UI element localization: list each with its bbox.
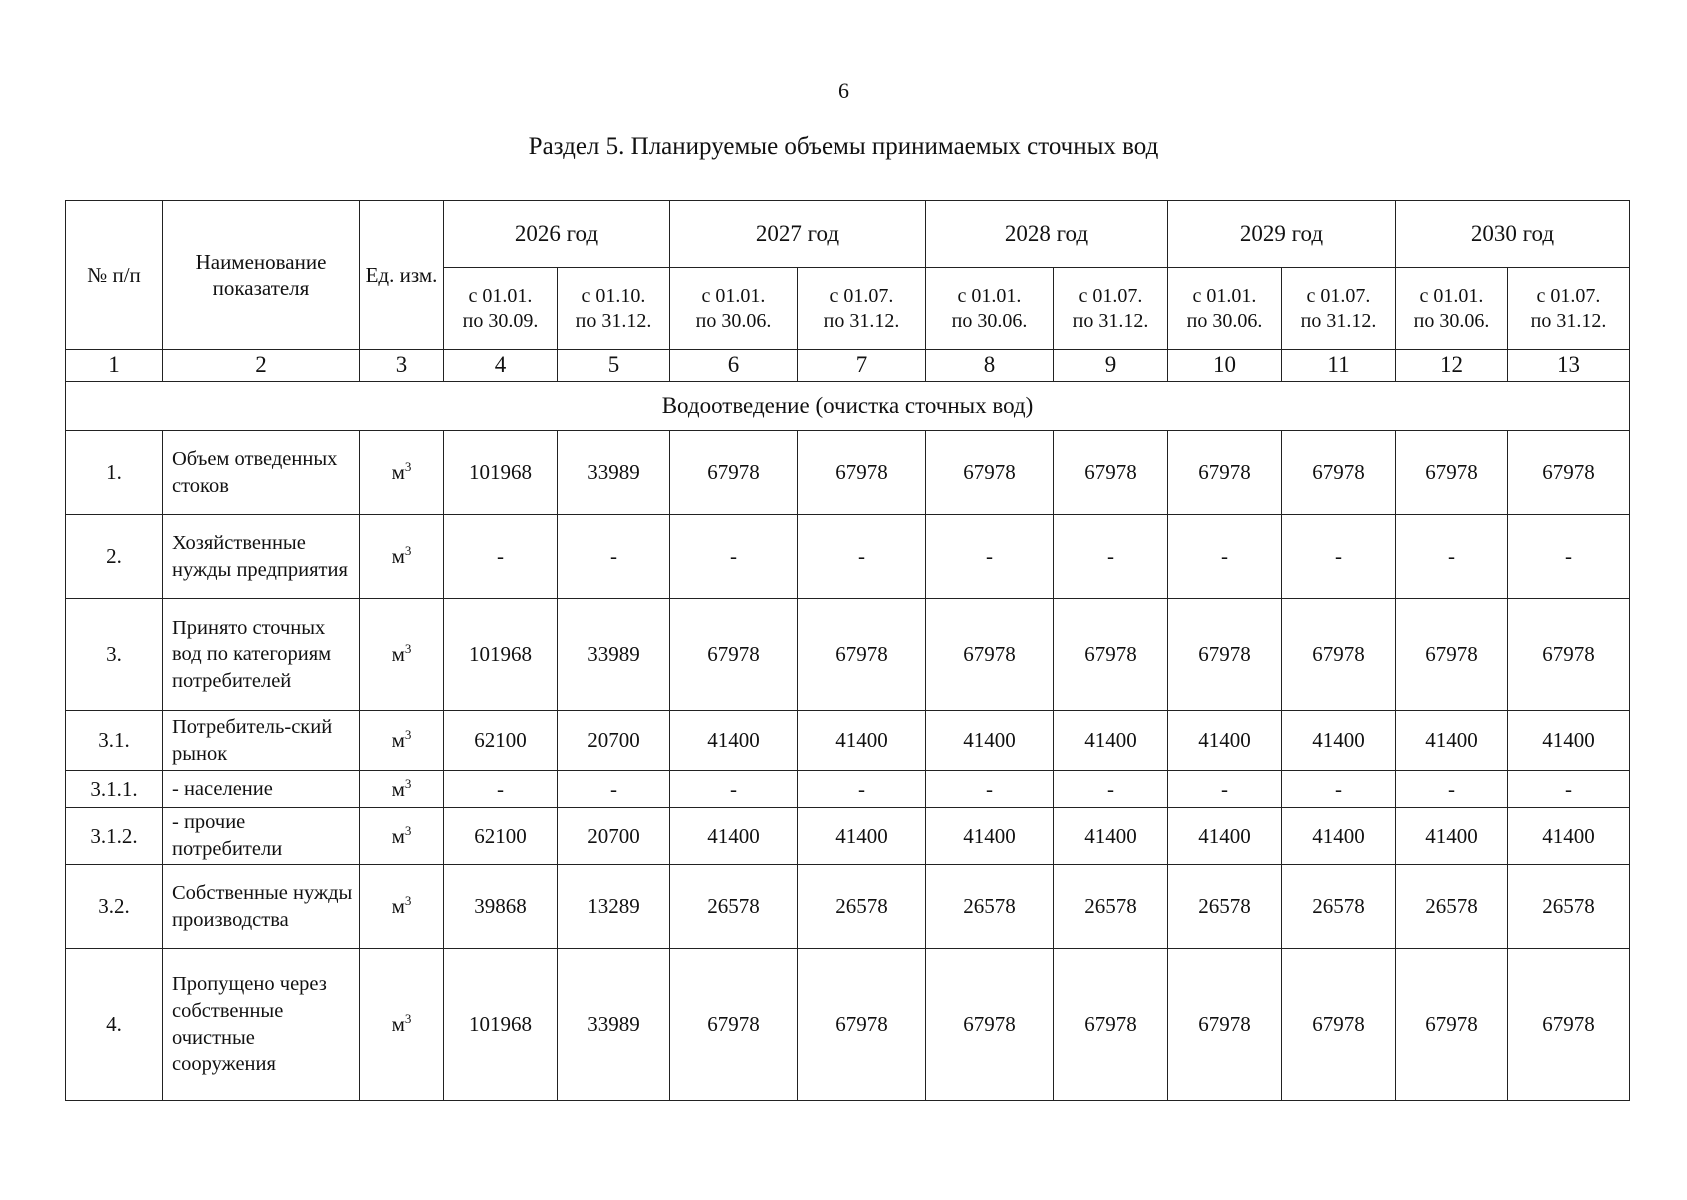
value-cell: - [1282,771,1396,808]
table-row [66,599,1630,711]
value-cell: 13289 [558,865,670,949]
value-cell: 62100 [444,711,558,771]
header-period: с 01.01. по 30.06. [1396,268,1508,350]
table-row [66,949,1630,1101]
value-cell: 67978 [798,599,926,711]
value-cell: 41400 [798,808,926,865]
value-cell: 67978 [1282,599,1396,711]
value-cell: 41400 [926,808,1054,865]
value-cell: 67978 [798,949,926,1101]
row-unit: $м^3$ [360,711,444,771]
row-number: 2. [66,515,163,599]
value-cell: 26578 [1282,865,1396,949]
value-cell: 67978 [1168,431,1282,515]
column-number: 6 [670,350,798,382]
header-unit: Ед. изм. [360,201,444,350]
page-number: 6 [838,78,849,103]
section-title: Раздел 5. Планируемые объемы принимаемых сточных вод [528,133,1159,160]
header-period: с 01.07. по 31.12. [1054,268,1168,350]
row-number: 1. [66,431,163,515]
value-cell: 67978 [1396,431,1508,515]
value-cell: 26578 [926,865,1054,949]
header-period: с 01.07. по 31.12. [798,268,926,350]
value-cell: - [444,515,558,599]
value-cell: 67978 [1282,431,1396,515]
row-name: Собственные нужды производства [163,865,360,949]
header-year-2028: 2028 год [926,201,1168,268]
value-cell: 33989 [558,949,670,1101]
value-cell: 41400 [1282,711,1396,771]
value-cell: 41400 [670,711,798,771]
table-row [66,865,1630,949]
row-unit: $м^3$ [360,771,444,808]
header-period: с 01.01. по 30.09. [444,268,558,350]
value-cell: 26578 [1168,865,1282,949]
column-number: 3 [360,350,444,382]
header-period: с 01.01. по 30.06. [670,268,798,350]
value-cell: - [798,771,926,808]
value-cell: - [1168,771,1282,808]
row-name: Пропущено через собственные очистные сооружения [163,949,360,1101]
value-cell: 41400 [1282,808,1396,865]
header-year-2029: 2029 год [1168,201,1396,268]
table-body [66,382,1630,1101]
value-cell: 20700 [558,808,670,865]
value-cell: - [926,771,1054,808]
row-number: 3.1. [66,711,163,771]
section-row [66,382,1630,431]
row-name: - прочие потребители [163,808,360,865]
value-cell: 67978 [1396,599,1508,711]
value-cell: 67978 [1054,431,1168,515]
value-cell: - [1054,515,1168,599]
value-cell: 41400 [1168,711,1282,771]
value-cell: 67978 [926,431,1054,515]
value-cell: - [1396,771,1508,808]
value-cell: 41400 [1054,711,1168,771]
header-period: с 01.07. по 31.12. [1282,268,1396,350]
value-cell: - [670,515,798,599]
row-number: 4. [66,949,163,1101]
table-row [66,431,1630,515]
value-cell: 26578 [1396,865,1508,949]
value-cell: 67978 [670,431,798,515]
value-cell: - [1508,771,1630,808]
value-cell: - [670,771,798,808]
value-cell: 67978 [670,599,798,711]
table-row [66,808,1630,865]
value-cell: - [558,515,670,599]
row-name: Объем отведенных стоков [163,431,360,515]
row-number: 3.1.2. [66,808,163,865]
value-cell: - [558,771,670,808]
value-cell: 41400 [798,711,926,771]
column-number: 7 [798,350,926,382]
row-name: Хозяйственные нужды предприятия [163,515,360,599]
value-cell: 101968 [444,949,558,1101]
column-number: 9 [1054,350,1168,382]
header-year-2027: 2027 год [670,201,926,268]
header-period: с 01.01. по 30.06. [1168,268,1282,350]
row-unit: $м^3$ [360,431,444,515]
value-cell: 41400 [1508,808,1630,865]
header-name: Наименование показателя [163,201,360,350]
value-cell: 67978 [1508,949,1630,1101]
value-cell: 33989 [558,431,670,515]
column-number: 5 [558,350,670,382]
table-row [66,711,1630,771]
row-name: - население [163,771,360,808]
value-cell: 33989 [558,599,670,711]
value-cell: 26578 [798,865,926,949]
value-cell: 67978 [798,431,926,515]
value-cell: - [1396,515,1508,599]
row-unit: $м^3$ [360,599,444,711]
value-cell: - [1168,515,1282,599]
value-cell: 20700 [558,711,670,771]
value-cell: 67978 [1054,949,1168,1101]
value-cell: 26578 [670,865,798,949]
value-cell: 41400 [926,711,1054,771]
value-cell: 101968 [444,599,558,711]
value-cell: - [926,515,1054,599]
volumes-table [65,200,1630,1101]
header-num: № п/п [66,201,163,350]
value-cell: - [1054,771,1168,808]
value-cell: 67978 [670,949,798,1101]
header-year-2030: 2030 год [1396,201,1630,268]
column-number: 8 [926,350,1054,382]
value-cell: 41400 [1168,808,1282,865]
value-cell: - [1508,515,1630,599]
row-number: 3.1.1. [66,771,163,808]
value-cell: 26578 [1054,865,1168,949]
column-number: 10 [1168,350,1282,382]
value-cell: 39868 [444,865,558,949]
value-cell: 67978 [1508,599,1630,711]
value-cell: 67978 [1282,949,1396,1101]
row-unit: $м^3$ [360,515,444,599]
value-cell: 62100 [444,808,558,865]
value-cell: 41400 [670,808,798,865]
column-number-row [66,350,1630,382]
row-number: 3.2. [66,865,163,949]
table-row [66,771,1630,808]
row-name: Потребитель-ский рынок [163,711,360,771]
value-cell: 67978 [1168,949,1282,1101]
section-label: Водоотведение (очистка сточных вод) [66,382,1630,431]
row-name: Принято сточных вод по категориям потребителей [163,599,360,711]
header-period: с 01.10. по 31.12. [558,268,670,350]
column-number: 13 [1508,350,1630,382]
value-cell: 67978 [1508,431,1630,515]
value-cell: - [1282,515,1396,599]
value-cell: 41400 [1508,711,1630,771]
column-number: 12 [1396,350,1508,382]
value-cell: 41400 [1396,711,1508,771]
value-cell: 67978 [1168,599,1282,711]
value-cell: 67978 [926,949,1054,1101]
column-number: 1 [66,350,163,382]
header-period: с 01.07. по 31.12. [1508,268,1630,350]
table-header [66,201,1630,382]
row-number: 3. [66,599,163,711]
value-cell: 26578 [1508,865,1630,949]
value-cell: 67978 [926,599,1054,711]
row-unit: $м^3$ [360,865,444,949]
column-number: 4 [444,350,558,382]
row-unit: $м^3$ [360,949,444,1101]
value-cell: - [798,515,926,599]
value-cell: 101968 [444,431,558,515]
column-number: 2 [163,350,360,382]
row-unit: $м^3$ [360,808,444,865]
value-cell: - [444,771,558,808]
header-year-2026: 2026 год [444,201,670,268]
header-period: с 01.01. по 30.06. [926,268,1054,350]
value-cell: 41400 [1054,808,1168,865]
value-cell: 41400 [1396,808,1508,865]
table-row [66,515,1630,599]
value-cell: 67978 [1396,949,1508,1101]
column-number: 11 [1282,350,1396,382]
value-cell: 67978 [1054,599,1168,711]
